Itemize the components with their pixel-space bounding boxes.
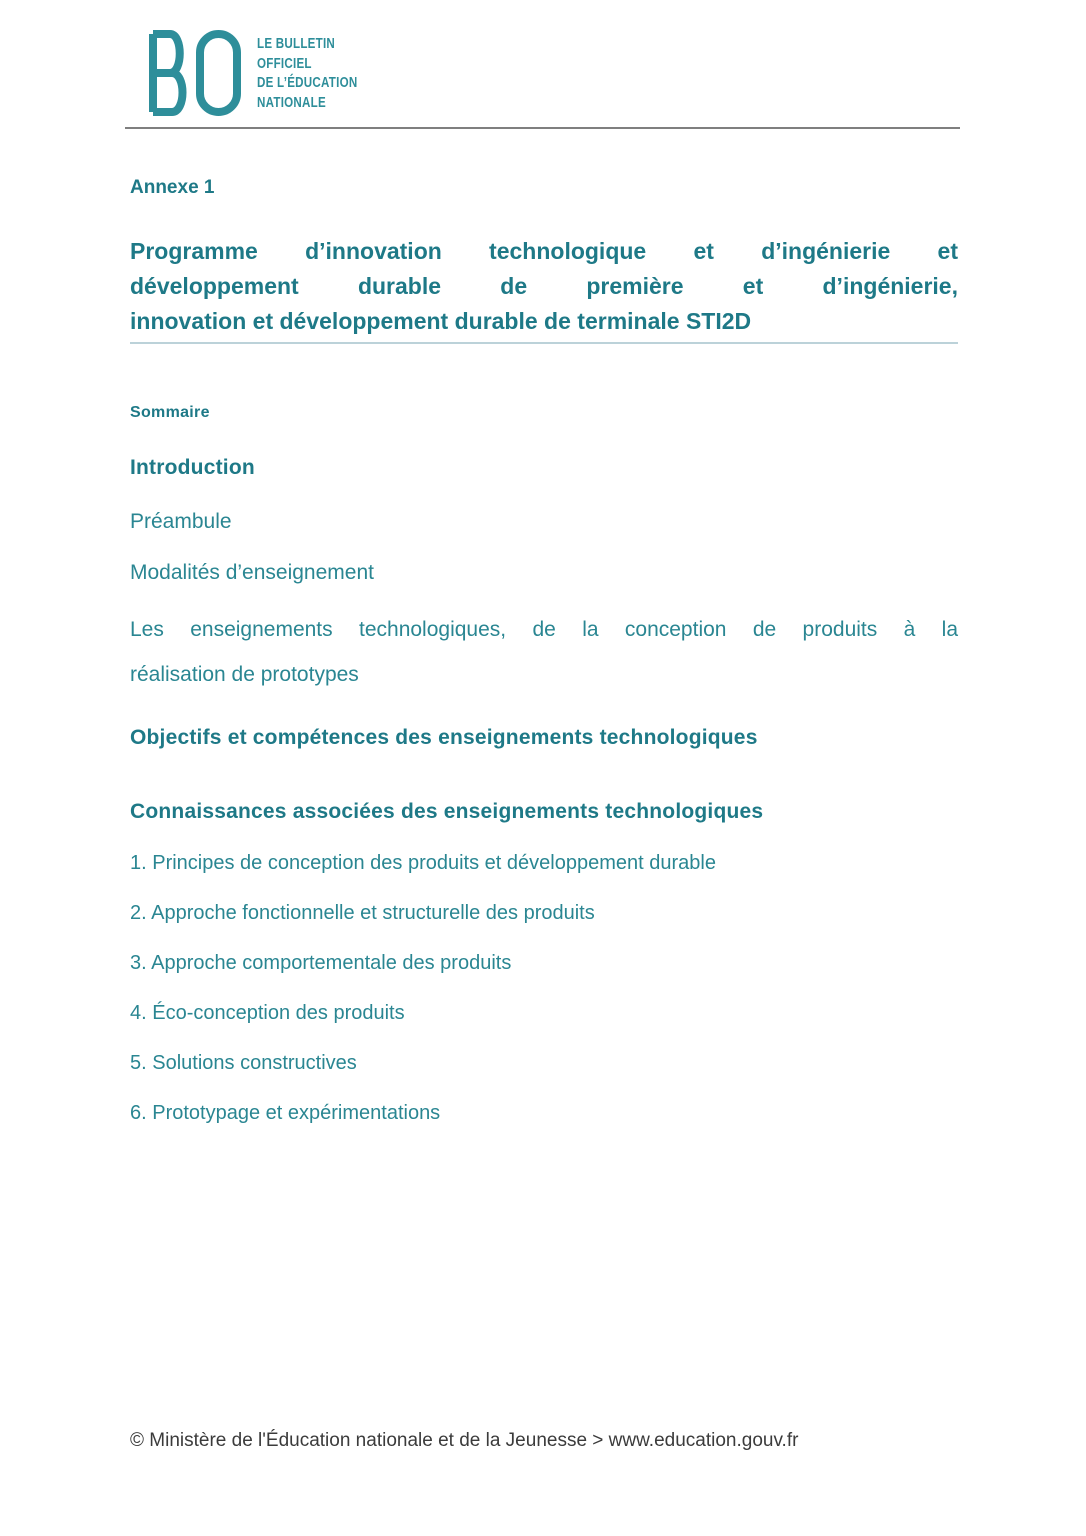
toc-item-3: 3. Approche comportementale des produits [130, 952, 512, 974]
page-title-line: innovation et développement durable de terminale STI2D [130, 308, 752, 334]
toc-introduction: Introduction [130, 456, 255, 479]
sommaire-label: Sommaire [130, 404, 210, 421]
toc-item-6: 6. Prototypage et expérimentations [130, 1102, 441, 1124]
toc-objectifs: Objectifs et compétences des enseignements technologiques [130, 726, 758, 749]
bo-logo-wordmark [257, 30, 357, 113]
annexe-label: Annexe 1 [130, 177, 215, 198]
toc-preambule: Préambule [130, 510, 232, 533]
toc-connaissances: Connaissances associées des enseignements technologiques [130, 800, 764, 823]
logo-line: NATIONALE [257, 94, 326, 111]
toc-enseignements-line: Les enseignements technologiques, de la conception de produits à la [130, 618, 958, 641]
logo-line: DE L’ÉDUCATION [257, 75, 358, 91]
footer-copyright: © Ministère de l'Éducation nationale et de la Jeunesse > www.education.gouv.fr [130, 1430, 799, 1451]
bo-logo [144, 30, 958, 116]
header-divider [125, 127, 960, 129]
page-title [130, 234, 958, 339]
page-title-line: Programme d’innovation technologique et d’ingénierie et [130, 238, 958, 264]
toc-enseignements [130, 607, 958, 697]
logo-line: LE BULLETIN [257, 36, 336, 52]
toc-item-5: 5. Solutions constructives [130, 1052, 357, 1074]
bo-monogram-icon [144, 30, 244, 116]
toc-enseignements-line: réalisation de prototypes [130, 663, 359, 686]
toc-item-4: 4. Éco-conception des produits [130, 1002, 405, 1024]
toc-item-1: 1. Principes de conception des produits et développement durable [130, 852, 716, 874]
logo-line: OFFICIEL [257, 55, 312, 72]
toc-item-2: 2. Approche fonctionnelle et structurelle des produits [130, 902, 595, 924]
title-underline [130, 342, 958, 344]
toc-modalites: Modalités d’enseignement [130, 561, 374, 584]
page-title-line: développement durable de première et d’ingénierie, [130, 273, 958, 299]
